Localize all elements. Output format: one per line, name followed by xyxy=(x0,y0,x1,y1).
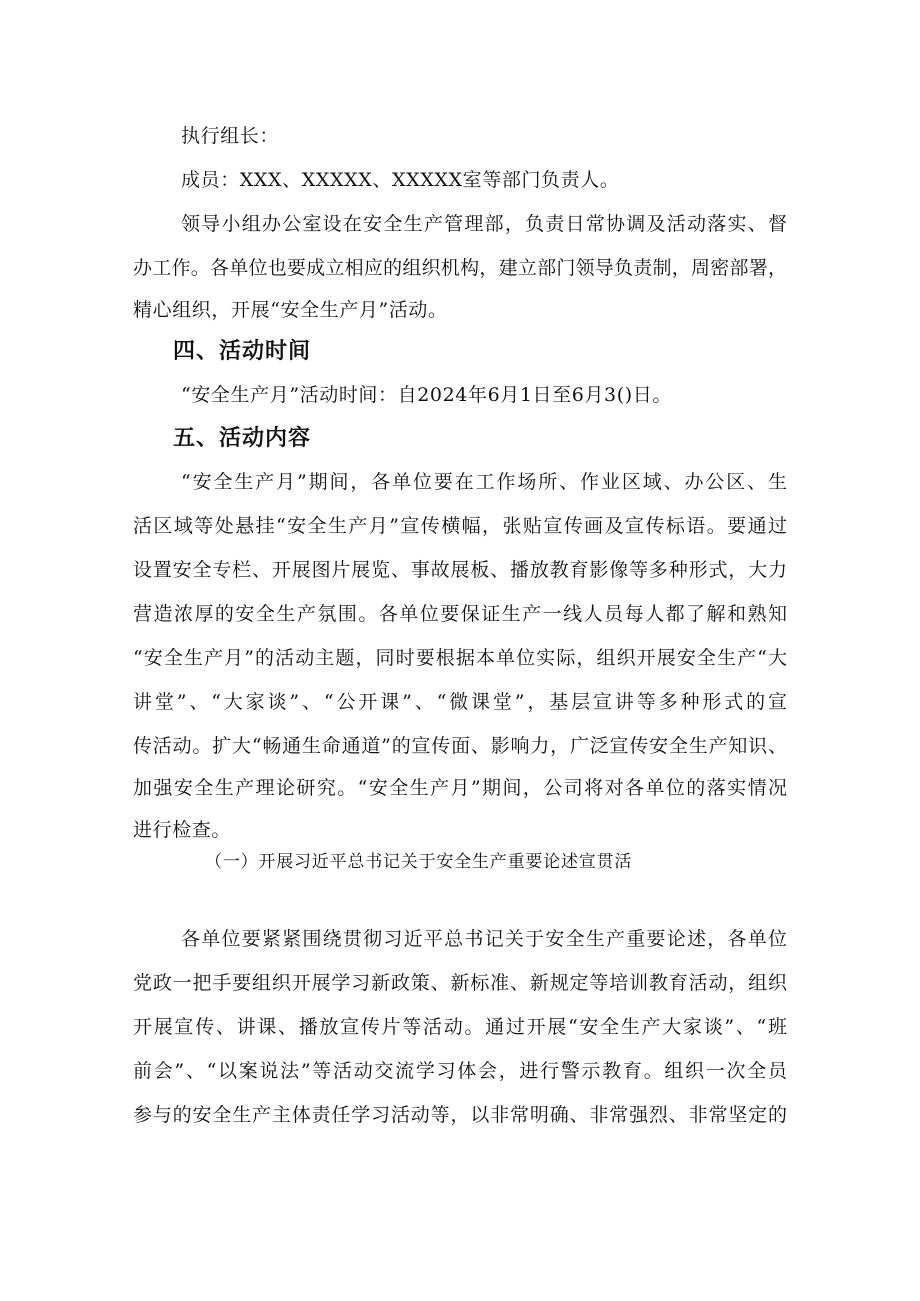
content-paragraph-line-6: 讲堂”、“大家谈”、“公开课”、“微课堂”，基层宣讲等多种形式的宣 xyxy=(133,691,787,713)
content-paragraph-line-2: 活区域等处悬挂“安全生产月”宣传横幅，张贴宣传画及宣传标语。要通过 xyxy=(133,515,787,537)
office-paragraph-line-3: 精心组织，开展“安全生产月”活动。 xyxy=(133,299,448,321)
section-heading-activity-content: 五、活动内容 xyxy=(173,426,312,451)
office-paragraph-line-2: 办工作。各单位也要成立相应的组织机构，建立部门领导负责制，周密部署， xyxy=(133,257,787,279)
subsection-paragraph-line-3: 开展宣传、讲课、播放宣传片等活动。通过开展“安全生产大家谈”、“班 xyxy=(133,1016,787,1038)
content-paragraph-line-3: 设置安全专栏、开展图片展览、事故展板、播放教育影像等多种形式，大力 xyxy=(133,559,787,581)
subsection-title: （一）开展习近平总书记关于安全生产重要论述宣贯活 xyxy=(205,852,633,872)
content-paragraph-line-1: “安全生产月”期间，各单位要在工作场所、作业区域、办公区、生 xyxy=(181,471,787,493)
subsection-paragraph-line-5: 参与的安全生产主体责任学习活动等，以非常明确、非常强烈、非常坚定的 xyxy=(133,1104,787,1126)
members-line: 成员：XXX、XXXXX、XXXXX室等部门负责人。 xyxy=(181,169,620,191)
content-paragraph-line-5: “安全生产月”的活动主题，同时要根据本单位实际，组织开展安全生产“大 xyxy=(133,647,787,669)
content-paragraph-line-4: 营造浓厚的安全生产氛围。各单位要保证生产一线人员每人都了解和熟知 xyxy=(133,603,787,625)
content-paragraph-line-8: 加强安全生产理论研究。“安全生产月”期间，公司将对各单位的落实情况 xyxy=(133,777,787,799)
subsection-paragraph-line-2: 党政一把手要组织开展学习新政策、新标准、新规定等培训教育活动，组织 xyxy=(133,972,787,994)
content-paragraph-line-9: 进行检查。 xyxy=(133,819,232,841)
activity-time-line: “安全生产月”活动时间：自2024年6月1日至6月3()日。 xyxy=(181,384,672,406)
subsection-paragraph-line-4: 前会”、“以案说法”等活动交流学习体会，进行警示教育。组织一次全员 xyxy=(133,1060,787,1082)
subsection-paragraph-line-1: 各单位要紧紧围绕贯彻习近平总书记关于安全生产重要论述，各单位 xyxy=(181,928,787,950)
office-paragraph-line-1: 领导小组办公室设在安全生产管理部，负责日常协调及活动落实、督 xyxy=(181,213,787,235)
section-heading-activity-time: 四、活动时间 xyxy=(173,339,312,364)
exec-leader-line: 执行组长： xyxy=(181,125,280,147)
content-paragraph-line-7: 传活动。扩大“畅通生命通道”的宣传面、影响力，广泛宣传安全生产知识、 xyxy=(133,735,787,757)
